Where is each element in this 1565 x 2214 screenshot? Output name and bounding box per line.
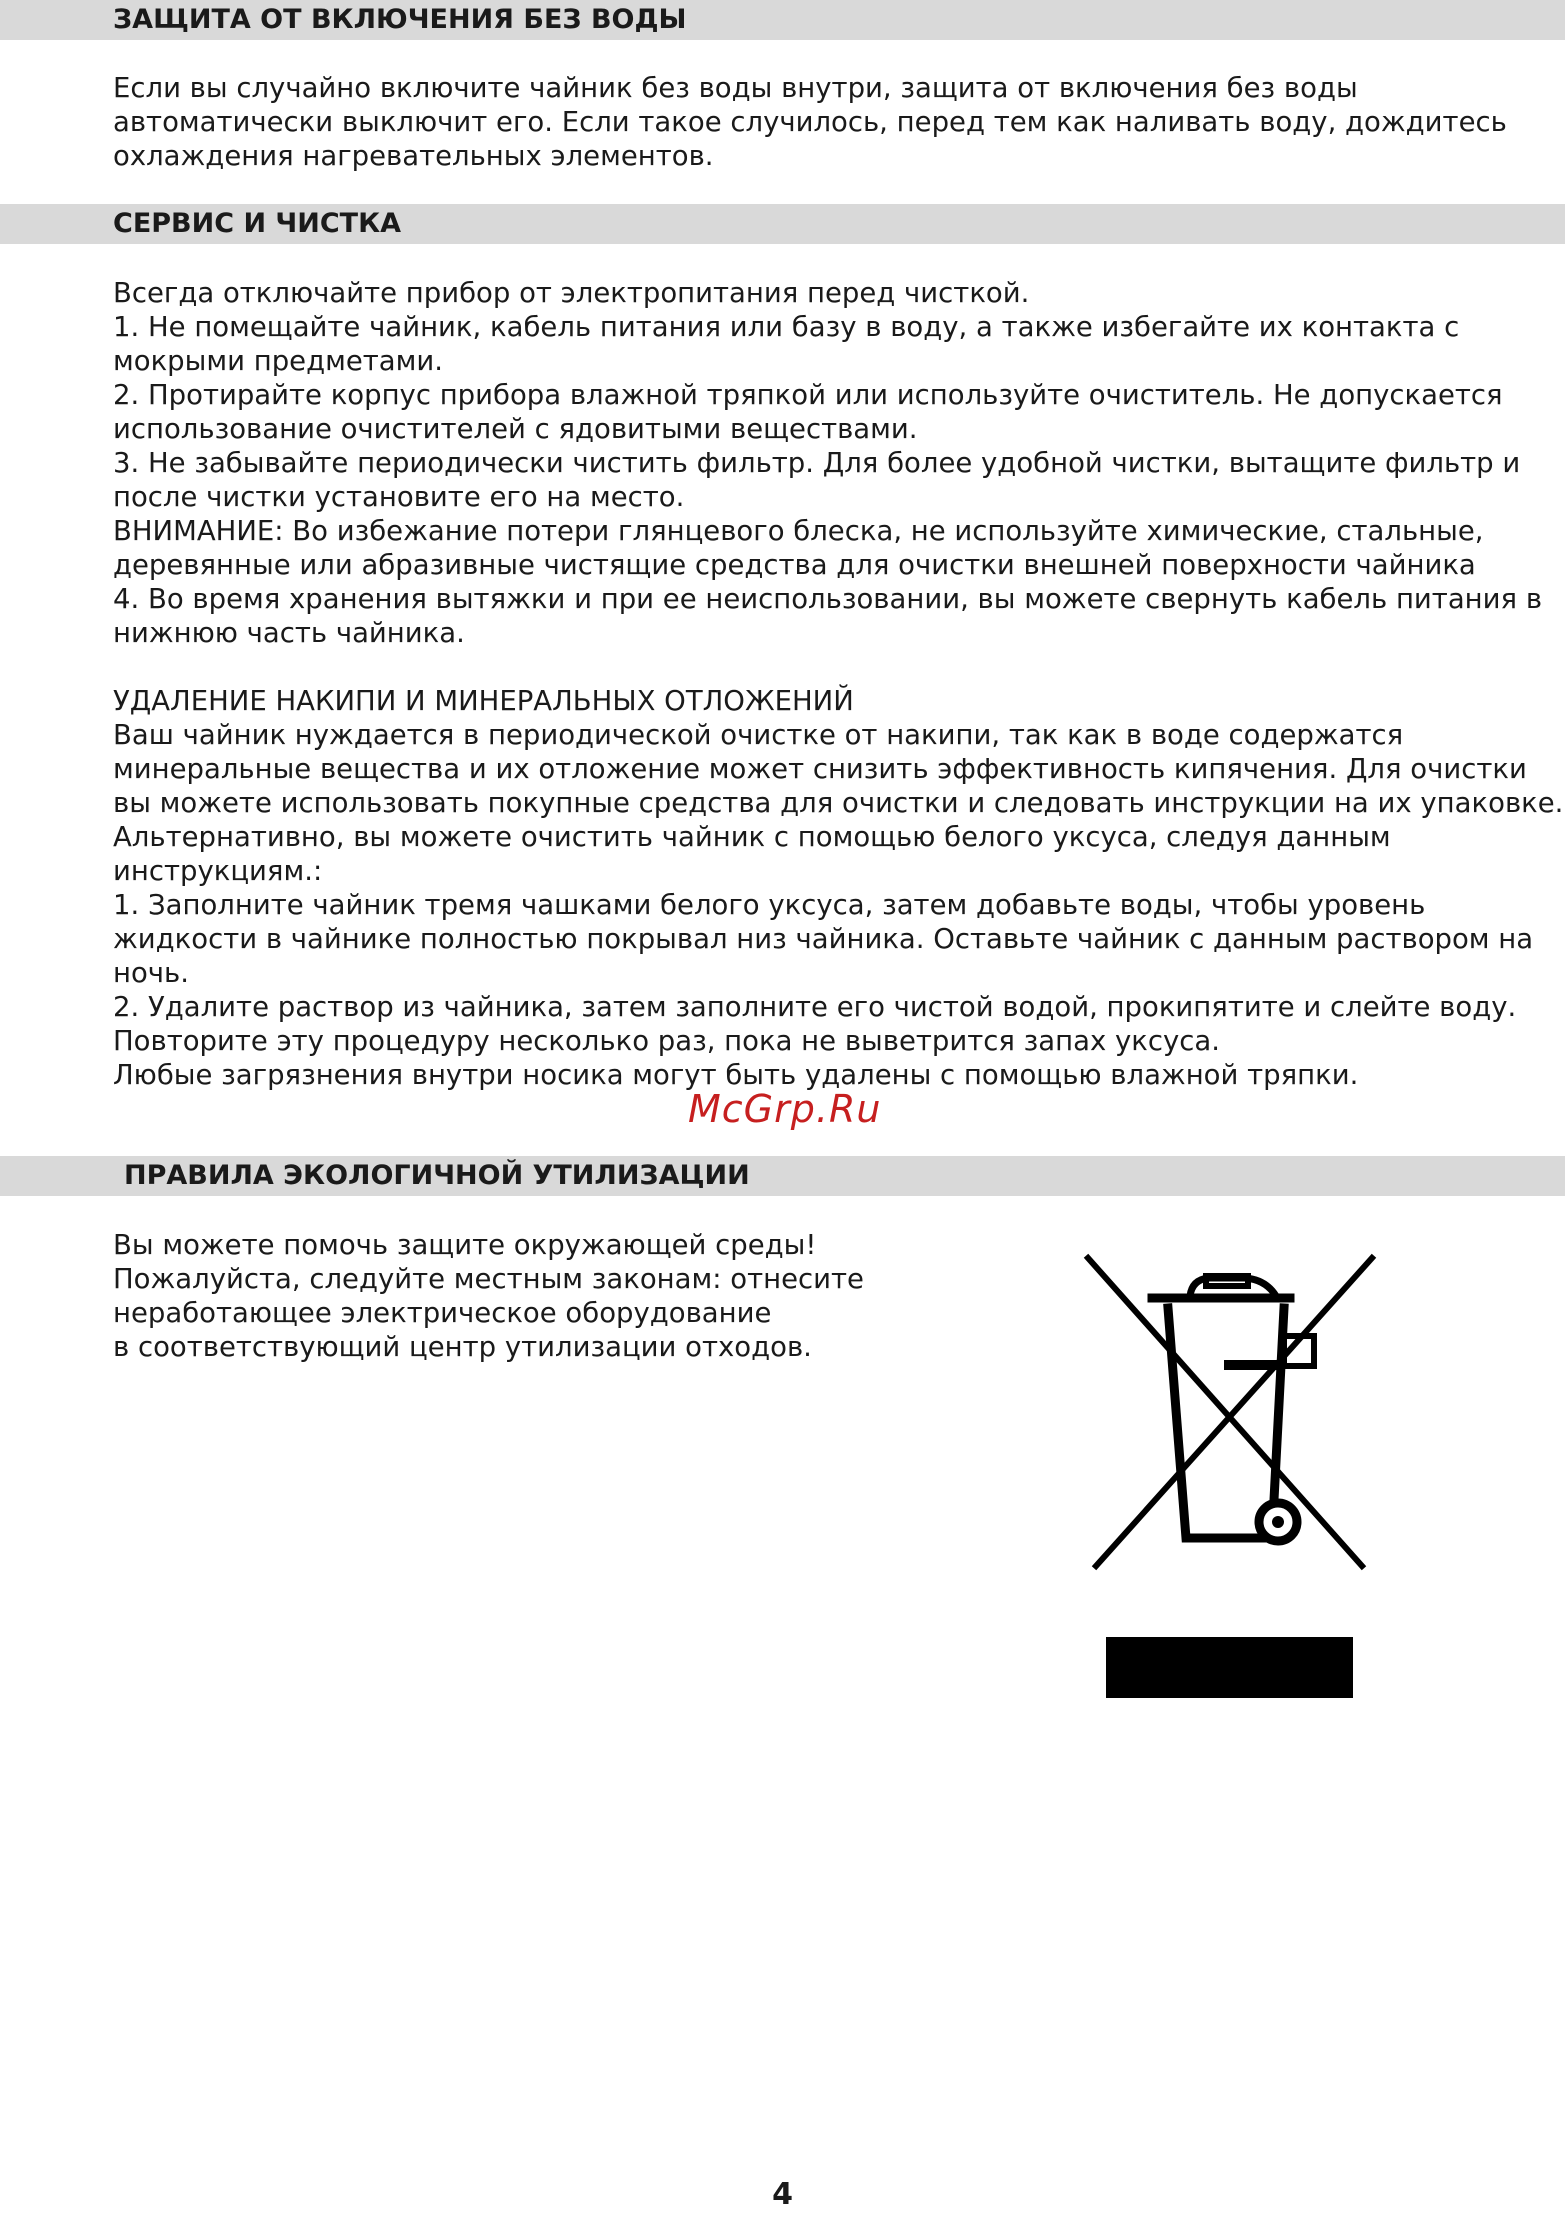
text-line: после чистки установите его на место. xyxy=(113,481,685,513)
crossed-out-wheelie-bin-icon xyxy=(1082,1252,1378,1574)
text-line: 2. Удалите раствор из чайника, затем заполните его чистой водой, прокипятите и слейте воду. xyxy=(113,991,1517,1023)
text-line: Всегда отключайте прибор от электропитания перед чисткой. xyxy=(113,277,1030,309)
section-title-eco-disposal: ПРАВИЛА ЭКОЛОГИЧНОЙ УТИЛИЗАЦИИ xyxy=(124,1160,750,1191)
text-line: Повторите эту процедуру несколько раз, пока не выветрится запах уксуса. xyxy=(113,1025,1220,1057)
text-line: автоматически выключит его. Если такое случилось, перед тем как наливать воду, дождитесь xyxy=(113,106,1507,138)
section-header-bar xyxy=(0,1156,1565,1196)
dry-protection-text xyxy=(113,71,1507,173)
text-line: Вы можете помочь защите окружающей среды! xyxy=(113,1229,817,1261)
section-title-dry-protection: ЗАЩИТА ОТ ВКЛЮЧЕНИЯ БЕЗ ВОДЫ xyxy=(113,4,687,35)
text-line: 1. Заполните чайник тремя чашками белого уксуса, затем добавьте воды, чтобы уровень xyxy=(113,889,1426,921)
text-line: инструкциям.: xyxy=(113,855,323,887)
text-line: использование очистителей с ядовитыми веществами. xyxy=(113,413,918,445)
page-number: 4 xyxy=(772,2177,793,2212)
text-line: мокрыми предметами. xyxy=(113,345,443,377)
text-line: ВНИМАНИЕ: Во избежание потери глянцевого блеска, не используйте химические, стальные, xyxy=(113,515,1484,547)
text-line: минеральные вещества и их отложение может снизить эффективность кипячения. Для очистки xyxy=(113,753,1527,785)
text-line: ночь. xyxy=(113,957,190,989)
section-title-service: СЕРВИС И ЧИСТКА xyxy=(113,208,402,239)
text-line: охлаждения нагревательных элементов. xyxy=(113,140,714,172)
text-line: 1. Не помещайте чайник, кабель питания или базу в воду, а также избегайте их контакта с xyxy=(113,311,1460,343)
text-line: в соответствующий центр утилизации отходов. xyxy=(113,1331,812,1363)
descaling-text xyxy=(113,684,1563,1092)
text-line: Любые загрязнения внутри носика могут быть удалены с помощью влажной тряпки. xyxy=(113,1059,1359,1091)
section-header-bar xyxy=(0,204,1565,244)
text-line: нижнюю часть чайника. xyxy=(113,617,465,649)
watermark: McGrp.Ru xyxy=(688,1087,882,1131)
subsection-title: УДАЛЕНИЕ НАКИПИ И МИНЕРАЛЬНЫХ ОТЛОЖЕНИЙ xyxy=(113,685,854,717)
text-line: Если вы случайно включите чайник без воды внутри, защита от включения без воды xyxy=(113,72,1358,104)
service-text xyxy=(113,276,1542,650)
black-bar-mark xyxy=(1106,1637,1353,1698)
section-header-bar xyxy=(0,0,1565,40)
text-line: деревянные или абразивные чистящие средства для очистки внешней поверхности чайника xyxy=(113,549,1476,581)
text-line: 4. Во время хранения вытяжки и при ее неиспользовании, вы можете свернуть кабель питания в xyxy=(113,583,1543,615)
text-line: 3. Не забывайте периодически чистить фильтр. Для более удобной чистки, вытащите фильтр и xyxy=(113,447,1521,479)
eco-disposal-text xyxy=(113,1228,864,1364)
text-line: Пожалуйста, следуйте местным законам: отнесите xyxy=(113,1263,864,1295)
text-line: Ваш чайник нуждается в периодической очистке от накипи, так как в воде содержатся xyxy=(113,719,1404,751)
text-line: вы можете использовать покупные средства для очистки и следовать инструкции на их упаковке. xyxy=(113,787,1564,819)
text-line: жидкости в чайнике полностью покрывал низ чайника. Оставьте чайник с данным раствором на xyxy=(113,923,1534,955)
text-line: неработающее электрическое оборудование xyxy=(113,1297,772,1329)
text-line: 2. Протирайте корпус прибора влажной тряпкой или используйте очиститель. Не допускается xyxy=(113,379,1503,411)
text-line: Альтернативно, вы можете очистить чайник с помощью белого уксуса, следуя данным xyxy=(113,821,1391,853)
